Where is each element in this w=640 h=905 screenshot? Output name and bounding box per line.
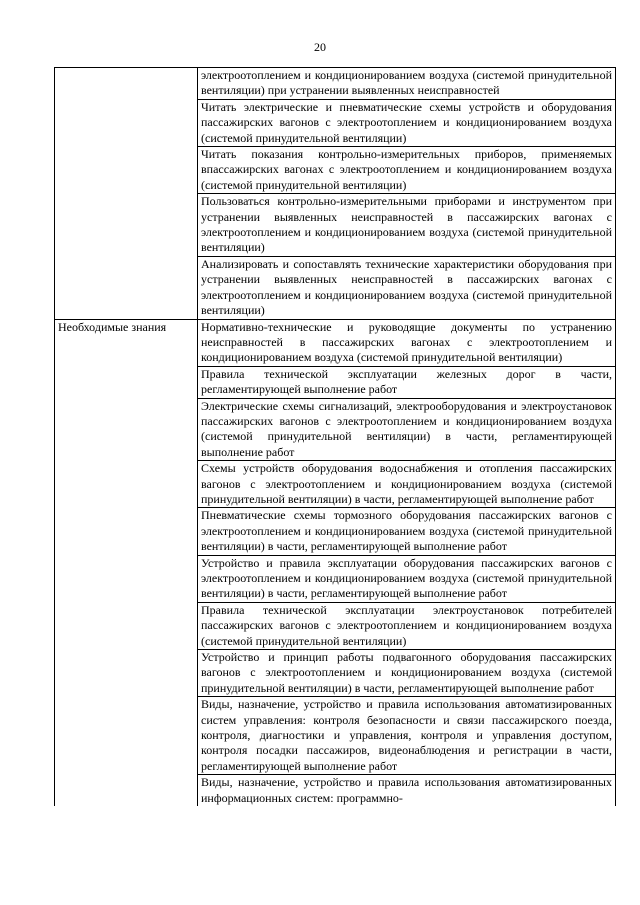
knowledge-item: Электрические схемы сигнализаций, электрооборудования и электроустановок пассажирских вагонов с электроотоплением и кондиционированием воздуха (системой принудительной вентиляции) в части, регламентирующей выполнение работ — [198, 398, 616, 461]
skills-label-cell — [55, 68, 198, 320]
skill-item: Пользоваться контрольно-измерительными приборами и инструментом при устранении выявленных неисправностей в пассажирских вагонах с электроотоплением и кондиционированием воздуха (системой принудительной вентиляции) — [198, 194, 616, 257]
skill-item: электроотоплением и кондиционированием воздуха (системой принудительной вентиляции) при устранении выявленных неисправностей — [198, 68, 616, 100]
skill-item: Читать показания контрольно-измерительных приборов, применяемых впассажирских вагонах с электроотоплением и кондиционированием воздуха (системой принудительной вентиляции) — [198, 147, 616, 194]
knowledge-item: Пневматические схемы тормозного оборудования пассажирских вагонов с электроотоплением и кондиционированием воздуха (системой принудительной вентиляции) в части, регламентирующей выполнение работ — [198, 508, 616, 555]
skill-item: Анализировать и сопоставлять технические характеристики оборудования при устранении выявленных неисправностей в пассажирских вагонах с электроотоплением и кондиционированием воздуха (системой принудительной вентиляции) — [198, 256, 616, 319]
knowledge-item: Виды, назначение, устройство и правила использования автоматизированных систем управления: контроля безопасности и связи пассажирского поезда, контроля, диагностики и управления, контроля и управления доступом, контроля посадки пассажиров, видеонаблюдения и регистрации в части, регламентирующей выполнение работ — [198, 697, 616, 775]
knowledge-item: Устройство и принцип работы подвагонного оборудования пассажирских вагонов с электроотоплением и кондиционированием воздуха (системой принудительной вентиляции) в части, регламентирующей выполнение работ — [198, 650, 616, 697]
skill-item: Читать электрические и пневматические схемы устройств и оборудования пассажирских вагонов с электроотоплением и кондиционированием воздуха (системой принудительной вентиляции) — [198, 99, 616, 146]
page-number: 20 — [314, 40, 326, 54]
knowledge-item: Правила технической эксплуатации электроустановок потребителей пассажирских вагонов с электроотоплением и кондиционированием воздуха (системой принудительной вентиляции) — [198, 602, 616, 649]
knowledge-item: Правила технической эксплуатации железных дорог в части, регламентирующей выполнение работ — [198, 366, 616, 398]
requirements-table — [54, 67, 616, 806]
knowledge-item: Виды, назначение, устройство и правила использования автоматизированных информационных систем: программно- — [198, 775, 616, 806]
table-row — [55, 319, 616, 366]
table-row — [55, 68, 616, 100]
section-label: Необходимые знания — [55, 319, 198, 806]
knowledge-item: Нормативно-технические и руководящие документы по устранению неисправностей в пассажирских вагонах с электроотоплением и кондиционированием воздуха (системой принудительной вентиляции) — [198, 319, 616, 366]
knowledge-item: Устройство и правила эксплуатации оборудования пассажирских вагонов с электроотоплением и кондиционированием воздуха (системой принудительной вентиляции) в части, регламентирующей выполнение работ — [198, 555, 616, 602]
knowledge-item: Схемы устройств оборудования водоснабжения и отопления пассажирских вагонов с электроотоплением и кондиционированием воздуха (системой принудительной вентиляции) в части, регламентирующей выполнение работ — [198, 461, 616, 508]
